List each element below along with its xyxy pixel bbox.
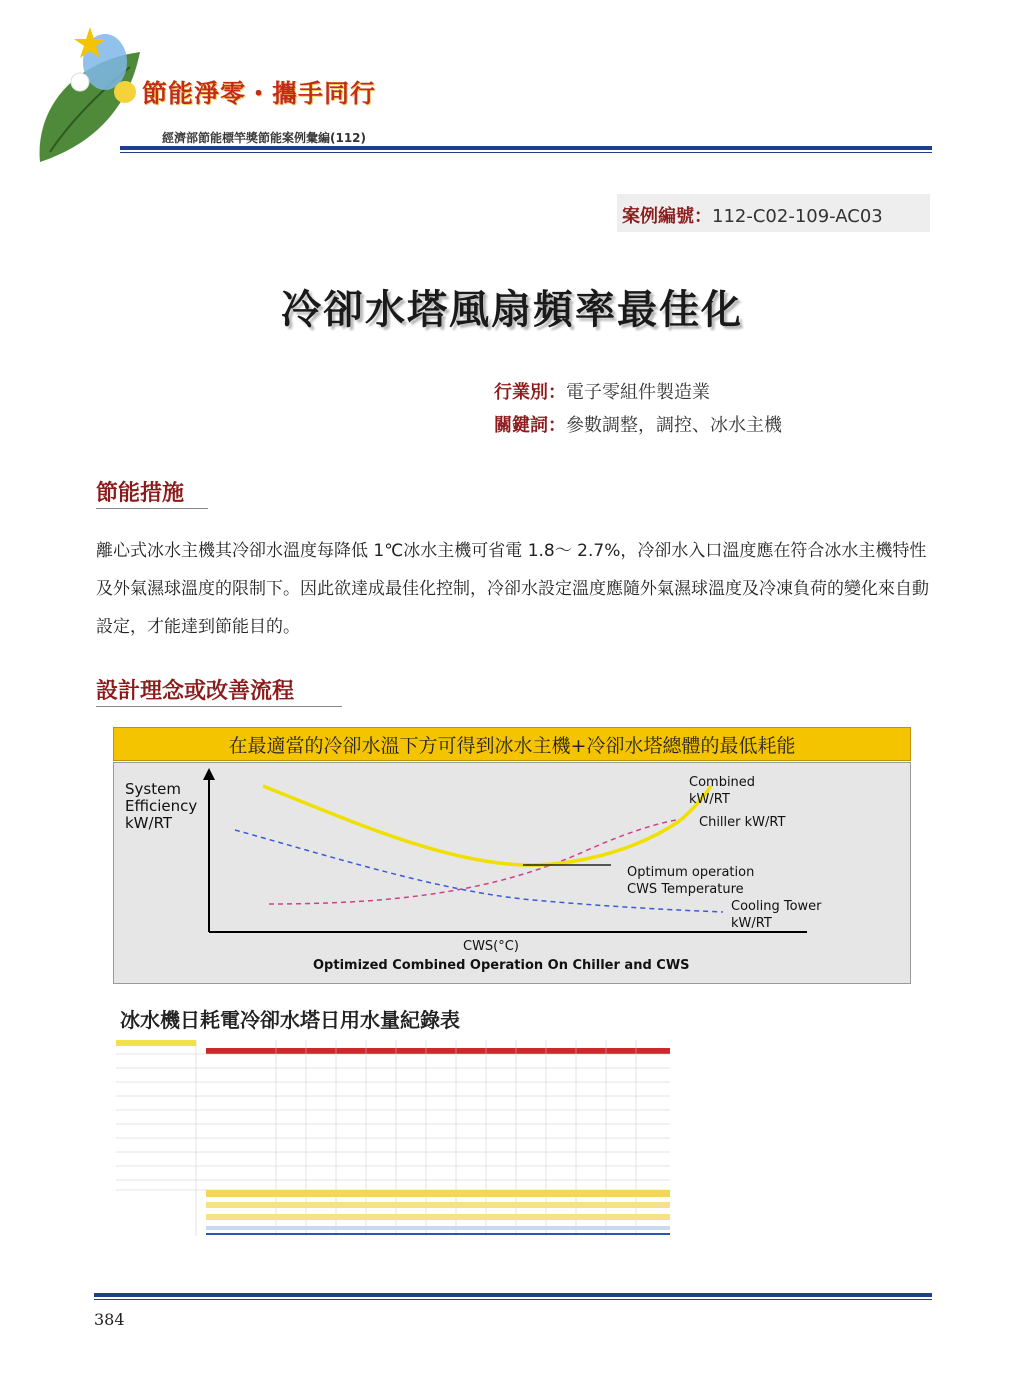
chiller-label: Chiller kW/RT [699, 815, 786, 830]
optimum-label-line1: Optimum operation [627, 865, 755, 880]
case-number-value: 112-C02-109-AC03 [712, 206, 883, 227]
tower-label-line1: Cooling Tower [731, 899, 822, 914]
optimum-label-line2: CWS Temperature [627, 882, 744, 897]
section-underline [96, 706, 342, 707]
measures-paragraph: 離心式冰水主機其冷卻水溫度每降低 1℃冰水主機可省電 1.8～ 2.7%，冷卻水入口溫度應在符合冰水主機特性及外氣濕球溫度的限制下。因此欲達成最佳化控制，冷卻水設定溫度應隨外氣濕球溫度及冷凍負荷的變化來自動設定，才能達到節能目的。 [96, 541, 929, 637]
tower-label-line2: kW/RT [731, 916, 772, 931]
table-title: 冰水機日耗電冷卻水塔日用水量紀錄表 [120, 1008, 460, 1032]
figure-banner-text: 在最適當的冷卻水溫下方可得到冰水主機+冷卻水塔總體的最低耗能 [228, 735, 796, 757]
industry-value: 電子零組件製造業 [566, 382, 710, 403]
combined-label-line1: Combined [689, 775, 756, 790]
y-axis-label-line1: System [125, 780, 181, 798]
footer-rule [94, 1293, 932, 1297]
section-underline [96, 508, 208, 509]
header-subtitle: 經濟部節能標竿獎節能案例彙編(112) [162, 131, 367, 145]
figure-caption: Optimized Combined Operation On Chiller and CWS [313, 958, 690, 973]
combined-curve [263, 786, 711, 865]
section-heading-measures: 節能措施 [96, 481, 185, 506]
y-axis-label-line2: Efficiency [125, 797, 198, 815]
case-number-label: 案例編號： [622, 206, 712, 227]
section-heading-design: 設計理念或改善流程 [96, 679, 295, 704]
footer-rule-thin [94, 1299, 932, 1300]
page-title: 冷卻水塔風扇頻率最佳化 [281, 287, 743, 333]
header-slogan: 節能淨零・攜手同行 [142, 79, 377, 108]
industry-row [494, 378, 710, 404]
efficiency-curve-diagram [113, 762, 911, 984]
y-axis-label-line3: kW/RT [125, 814, 173, 832]
keywords-row [494, 411, 782, 437]
spreadsheet-thumbnail-image [116, 1040, 670, 1236]
keywords-value: 參數調整，調控、冰水主機 [566, 415, 782, 436]
y-axis-arrow-icon [203, 768, 215, 780]
keywords-label: 關鍵詞： [494, 415, 566, 436]
industry-label: 行業別： [494, 382, 566, 403]
x-axis-label: CWS(°C) [463, 939, 519, 954]
page-number: 384 [94, 1310, 125, 1329]
case-number [622, 202, 883, 228]
header-rule [120, 146, 932, 150]
combined-label-line2: kW/RT [689, 792, 730, 807]
header-rule-thin [120, 152, 932, 153]
